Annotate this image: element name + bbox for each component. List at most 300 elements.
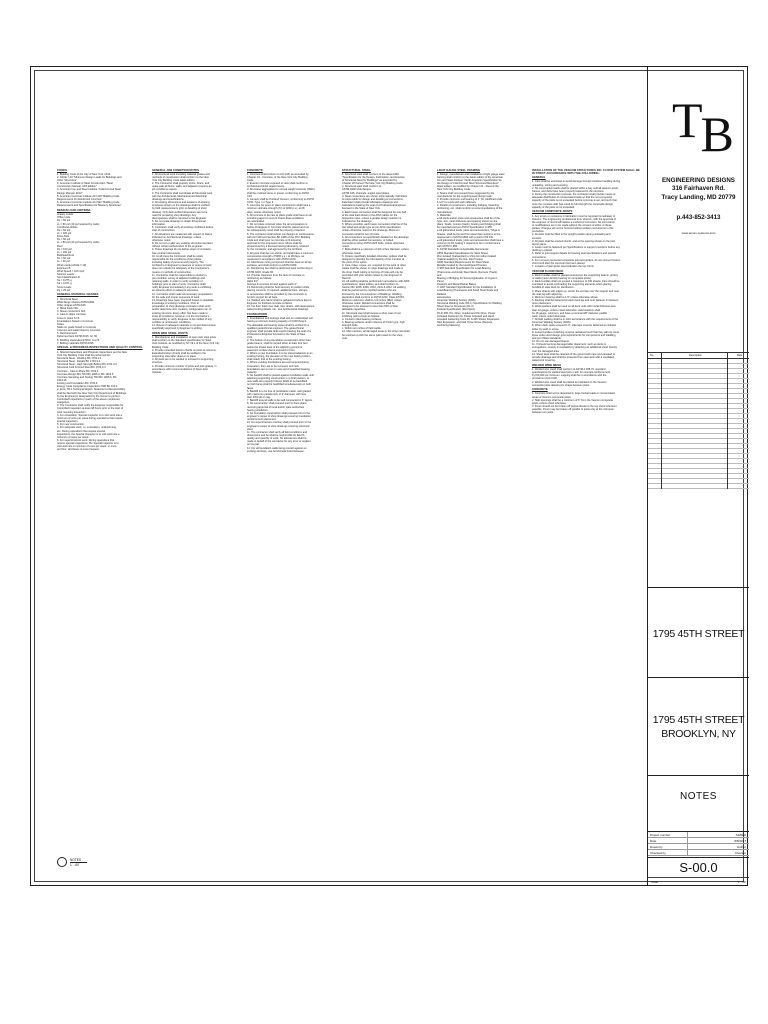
meta-key: Project number xyxy=(648,832,688,837)
note-line: Institute. xyxy=(152,370,162,374)
firm-logo xyxy=(648,67,749,237)
note-line: 13. Drawings have been prepared based on available xyxy=(152,298,214,302)
note-line: accordance with recommendations of Steel Joist xyxy=(152,367,208,371)
note-line: 2. Exterior concrete exposed to view shall conform to xyxy=(247,182,308,186)
note-line: decking is placed. xyxy=(532,249,553,253)
note-line: Controlled Inspection at least 48 hours prior to the start of xyxy=(57,407,124,411)
firm-address: 316 Fairhaven Rd. xyxy=(672,185,725,192)
note-line: 5. Where possible, each beam connection shall be of the xyxy=(342,223,408,227)
note-line: waterproofing details, etc., see Architectural drawings. xyxy=(247,308,309,312)
note-line: capacity. xyxy=(247,370,258,374)
note-line: 1. Manufacturer and installation of open web steel joists xyxy=(152,336,216,340)
note-line: 1. Structural Steel xyxy=(57,297,78,301)
note-line: 7. Backfill around walls to be well compacted in 6" layers. xyxy=(247,399,313,403)
note-line: Zinc-Coated (Galvanized) or Zinc-Iron Alloy-Coated xyxy=(437,254,496,258)
note-line: Building Code. xyxy=(152,345,169,349)
note-line: supporting steel after dead-on is place. xyxy=(152,355,197,359)
note-line: 6. ASTM Standards & Applicable Documents: xyxy=(437,248,490,252)
note-line: be touched up with the same paint used for the shop xyxy=(342,333,403,337)
note-line: or modifications are to be made without the consent of either of these xyxy=(532,224,612,227)
section-heading: DESIGN LOAD CRITERIA xyxy=(57,207,91,212)
note-line: 2. Deck bundles shall not exceed a maximum of 100 sheets. Care should be xyxy=(532,280,620,284)
note-line: licensed by the Commissioner of Buildings. Welding xyxy=(342,292,402,296)
note-line: minimum G-60 coating if required to be in conformance xyxy=(437,242,501,246)
note-line: the engineer of record will advise a method of correction. No corrections xyxy=(532,220,615,224)
note-line: unloading, storing and erecting. xyxy=(532,183,569,187)
note-line: 12. After erection, all damaged areas in the shop coat shall xyxy=(342,330,410,334)
note-line: steel. xyxy=(247,427,254,431)
note-line: Anchoring Masonry) xyxy=(437,324,461,328)
meta-value: 8/8/2017 xyxy=(734,839,746,843)
note-line: an adverse effect on adjacent structures. xyxy=(152,289,199,293)
note-line: parties; changes will not be honored without written concurrence in this xyxy=(532,227,614,231)
note-line: ● All studs and/or joists and accessories shall be of the xyxy=(437,216,500,220)
note-line: receiving approval of local and/or state authorities xyxy=(247,405,305,409)
section-heading: CODES xyxy=(57,167,67,172)
note-line: requirement of ASTM A653 with a yield of 50 KSI. xyxy=(437,235,494,239)
note-line: 7. Location of joist girder steel indicates the top chord. xyxy=(532,265,594,269)
note-line: Office Units xyxy=(57,216,71,220)
note-line: with ASTM C 955. xyxy=(437,245,458,249)
note-line: 4. All existing dimensions and locations of existing xyxy=(152,201,210,205)
note-line: proportioned by a licensed testing laboratory, retained xyxy=(247,245,309,249)
section-heading: INSTALLATION OF THE VESCOM STRUCTURES INC. FLOOR SYSTEM SHALL BE IN STRICT ACCORDANCE WITH THE FOLLOWING: xyxy=(532,167,640,175)
note-line: 5. American Concrete Institute ACI 318 "Building Code xyxy=(57,194,120,198)
note-line: and per OSHA standards. xyxy=(532,336,562,340)
note-line: than 22-gauge, unless noted otherwise; weld washers shall xyxy=(532,308,600,312)
section-heading: STRUCTURAL STEEL xyxy=(342,167,371,172)
note-line: Grout in pipes f'c=5 xyxy=(57,316,80,320)
note-line: 5. Reinforcement xyxy=(57,332,77,336)
note-line: or accessories shall be provided by the contractor to xyxy=(247,292,307,296)
section-heading: VESCOM COMPOSITE JOISTS xyxy=(532,209,573,214)
note-line: connections using ASTM A325 bolts, unless otherwise xyxy=(342,242,405,246)
note-line: Chapter 19 - Concrete, of the New York City Building xyxy=(247,175,308,179)
note-line: faces. xyxy=(247,386,254,390)
note-line: methods of construction shall conform to the New xyxy=(152,175,209,179)
note-line: be manufactured per ASTM Specification C-955. xyxy=(437,226,493,230)
note-line: specifications, latest edition, and shall conform to xyxy=(342,283,399,287)
note-line: York City Building Code shall be performed for: xyxy=(57,353,111,357)
note-line: inspections, the Special Inspector is to visit work site a xyxy=(57,432,120,436)
note-line: 4. American Iron and Steel Institute "Cold-Formed Steel xyxy=(57,188,121,192)
note-line: Energy Code Compliance Inspections TR8 BC 110.3 xyxy=(57,385,118,389)
note-line: plans. Studs, runners (track), bracing and bridging shall xyxy=(437,223,501,227)
note-line: weld, unless noted otherwise. xyxy=(532,314,567,318)
note-line: York. xyxy=(247,336,253,340)
note-line: Wide flange shapes ASTM A992 xyxy=(57,300,95,304)
note-line: ASTM A992 wide flanges, xyxy=(342,188,372,192)
note-line: for the safe and proper sequence of work. xyxy=(152,295,201,299)
note-line: 4. Details of construction, including bridging, fastening, xyxy=(437,204,500,208)
note-line: structures shown on the drawings shall be verified xyxy=(152,204,210,208)
note-line: minimum ultimate strength (f'c) of 4000 p.s.i. at 28 xyxy=(247,207,305,211)
note-line: Minimum weld size shall be 1/4 inches (fillet) unless xyxy=(342,298,402,302)
note-line: chord until after the concrete has been placed. xyxy=(532,261,586,265)
note-line: reinforcement placement. xyxy=(247,418,277,422)
note-line: 9. No foundation construction shall proceed prior to the xyxy=(247,411,311,415)
note-line: 2. ASCE 7-10 "Minimum Design Loads for Buildings and xyxy=(57,175,122,179)
note-line: used for preparing shop drawings. Any xyxy=(152,213,197,217)
project-address-short: 1795 45TH STREET xyxy=(652,628,745,640)
note-line: than 10% silt or clay. xyxy=(247,396,271,400)
note-line: allowable capacities. xyxy=(342,308,366,312)
note-line: Nail, Expansion; and Nail, Drive Screw (Devices, xyxy=(437,321,493,324)
note-line: 7. Do not place concrete when the air temperature is xyxy=(247,223,308,227)
note-line: American Welding Society (AWS). xyxy=(532,321,572,325)
note-line: adjoining supporting construction is in final position, or xyxy=(247,377,310,381)
note-line: visit work site a minimum of once per week, or once xyxy=(57,445,117,449)
note-line: be subsequently cured shall be properly protected. xyxy=(247,229,306,233)
note-line: 10. At all times the Contractor shall be solely xyxy=(152,254,204,258)
note-line: Roof xyxy=(57,244,63,248)
note-line: retaining walls, in order to verify condition of xyxy=(152,279,203,283)
note-line: 6. Contractor shall verify all existing conditions before xyxy=(152,226,214,230)
note-line: 4. Each beam connection shall be designed for one-half xyxy=(342,210,407,214)
note-line: indicated on the drawings. xyxy=(342,220,373,223)
note-line: DL = 60 psf xyxy=(57,228,71,232)
note-line: Requirements and Specification for Masonry Structures" xyxy=(57,204,122,208)
note-line: 5. For new construction: xyxy=(57,423,85,427)
note-line: 2. Metal Deck N/A xyxy=(57,307,78,311)
note-line: loose under wind design gust requirements for components and cladding, xyxy=(532,333,617,337)
section-heading: GENERAL xyxy=(532,175,546,180)
note-line: C33. xyxy=(247,194,253,198)
note-line: between two joists. xyxy=(532,411,554,415)
note-line: 7. Bolting materials ASTM A325 xyxy=(57,341,94,345)
note-line: or walls (never directly bearing on composite joists). xyxy=(532,277,592,280)
note-line: Foundations Noted in Concrete xyxy=(57,319,93,323)
scale-row xyxy=(648,877,749,885)
note-line: Slabs on grade Noted in Concrete xyxy=(57,326,97,329)
note-line: capacity of the joists is not exceeded. xyxy=(532,205,575,209)
note-line: 1. Concrete shall conform to ACI 318, as amended by xyxy=(247,172,309,176)
note-line: otherwise noted. xyxy=(152,238,172,242)
note-line: trades shall be shown on shop drawings and made in xyxy=(342,267,404,271)
note-line: manufacturer for the superimposed design load. xyxy=(437,194,493,198)
note-line: indicated on Architectural drawings, unless xyxy=(152,235,202,239)
note-line: 11. Structural steel shall receive a shop coat of rust xyxy=(342,311,401,315)
note-line: made in behalf of the contractor for any error or neglect xyxy=(247,440,311,444)
note-line: and/or determine size, location, configuration etc. of xyxy=(152,308,212,312)
note-line: 5. Materials: xyxy=(437,213,452,217)
note-line: shall be filed with the New York City Department of Buildings xyxy=(57,391,127,395)
section-heading: SPECIAL & PROGRESS INSPECTIONS AND QUALITY CONTROL xyxy=(57,345,143,350)
note-line: qualified geotechnical engineer. The geotechnical xyxy=(247,326,304,330)
note-line: 3. Steel connections are shown schematically. Fabricator xyxy=(342,194,408,198)
note-line: special inspection. xyxy=(57,420,79,424)
note-line: Exposure B xyxy=(57,266,71,270)
note-line: b. For superstructure work: During operations that xyxy=(57,438,115,442)
revision-col-description: Description xyxy=(662,353,728,358)
note-line: Structural Welding code (D1.1) Specification for Welding xyxy=(437,302,502,306)
note-line: Products and Metal Plaster Bases xyxy=(437,283,477,287)
note-line: waterproof covering. xyxy=(532,359,556,363)
sheet-number: S-00.0 xyxy=(648,857,749,877)
note-line: dimensions and he shall be responsible for field fit, xyxy=(247,433,306,437)
note-line: 12. Sheet deck shall be cleaned off the ground with care and elevated to xyxy=(532,352,616,356)
note-line: erection. xyxy=(532,236,542,240)
note-line: information. xyxy=(152,223,166,227)
note-line: 3. Shear connectors N/A xyxy=(57,310,86,314)
note-line: including safety of persons and property. The xyxy=(152,261,204,265)
note-line: Pg = 25 psf xyxy=(57,288,71,292)
note-line: 3. Where a new foundation is to be placed adjacent to an xyxy=(247,351,313,355)
note-line: Wind Loads (ASCE 7-10) xyxy=(57,263,87,267)
note-line: York City Building Code latest edition. xyxy=(152,178,196,182)
note-line: 1. All structural work including material grades and xyxy=(152,172,210,176)
note-line: otherwise noted. xyxy=(342,251,362,255)
note-line: 10. All welding shall be performed in accordance with AWS xyxy=(342,279,410,283)
note-line: engineer's review of shop drawings covering foundation xyxy=(247,415,311,419)
note-line: adequate distribution of concentrated loads so that the non-composite xyxy=(532,196,613,200)
note-line: inhibiting paint except as follows: xyxy=(342,314,380,318)
note-line: placing concrete. If required, additional bars, stirrups, xyxy=(247,289,308,293)
note-line: Seismic Loads xyxy=(57,273,74,276)
note-line: 2. Form TR-1 Technical Report: Statement of Responsibility xyxy=(57,388,126,392)
note-line: bundles of steel deck for distribution. xyxy=(532,286,575,290)
note-line: 1. Special Inspections and Progress Inspections per the New xyxy=(57,350,127,354)
note-line: the side lap with adjoining. xyxy=(532,292,563,296)
note-line: respective span, unless a greater design reaction is xyxy=(342,216,402,220)
meta-value: Author xyxy=(737,845,746,849)
section-heading: GENERAL JOB CONDITION NOTES xyxy=(152,167,200,172)
note-line: 8. Unless specifically detailed otherwise, splices shall be xyxy=(342,254,407,258)
note-line: Joist Institute, as modified by NY 19.1 of the New York City xyxy=(152,342,220,346)
sheet-title-box xyxy=(648,775,749,819)
note-line: provisions of ACI 318. xyxy=(532,377,558,381)
note-line: 4. Cast-in-place concrete xyxy=(57,313,86,317)
note-line: licensed in the State of New York. xyxy=(342,207,381,211)
tb-logo-icon: TB xyxy=(672,92,732,162)
note-line: start of construction. xyxy=(152,229,176,233)
note-line: 8. Do not cut or alter any existing structural members xyxy=(152,242,213,246)
note-line: Ss = 0.275 g xyxy=(57,279,72,283)
note-line: exercised to avoid overloading the supporting elements when placing xyxy=(532,283,612,287)
note-line: framing shall conform to the latest edition of the American xyxy=(437,175,504,179)
title-block xyxy=(647,67,748,885)
note-line: on both faces shall be backfilled simultaneously on both xyxy=(247,383,312,387)
note-line: Corridors/Lobbies xyxy=(57,225,78,229)
note-line: 3. Pours should not be broken off perpendicular to the top chord wherever xyxy=(532,405,617,409)
note-line: Gravity Loads: xyxy=(57,213,74,217)
firm-website: www.tecom-systems.com xyxy=(681,231,716,235)
note-line: a. Contact milled bearing surfaces. xyxy=(342,317,382,321)
note-line: below the lowest level of the adjoining ground or xyxy=(247,345,303,349)
note-line: excavation, they are to be removed, and new xyxy=(247,364,299,368)
note-line: 1913.10 xyxy=(57,379,67,382)
note-line: below 40 degrees F. Concrete shall be placed and not xyxy=(247,226,309,230)
note-line: over the damaged area. xyxy=(532,349,560,353)
note-line: 12. Provide clearance from the face of concrete to xyxy=(247,273,305,277)
note-line: Structural Cold Formed Steel BC 1704.3.4 xyxy=(57,366,106,370)
note-line: Requirements for Reinforced Concrete" xyxy=(57,197,103,201)
note-line: DL = 60 psf xyxy=(57,219,71,223)
general-notes xyxy=(37,167,641,887)
note-line: shall conform to the Standard specification for Steel xyxy=(152,339,212,343)
note-line: See contract documents. xyxy=(152,251,181,255)
note-line: 5. Decking shall be fastened at each deck lap and over fastener in between xyxy=(532,299,619,303)
note-line: buildings prior to start of work. Contractor shall xyxy=(152,283,206,287)
note-line: connection shall be two (2) bolts. xyxy=(342,232,380,236)
note-line: Footing and Foundation BC 1704.9 xyxy=(57,382,98,386)
note-line: 6. Backfill is to be free of perishable matter, well graded, xyxy=(247,389,312,393)
note-line: "Specification for the Design, Fabrication, and Erection xyxy=(342,175,405,179)
note-line: heavier, shall be formed from steel that conforms to the xyxy=(437,232,501,236)
note-line: Iron and Steel Institute "North American Specification for xyxy=(437,178,502,182)
note-line: 3. American Institute of Steel Construction "Steel xyxy=(57,182,113,186)
note-line: 6. All connections not specifically detailed on the drawings xyxy=(342,235,409,239)
note-line: 8. No construction shall proceed prior to there plans xyxy=(247,402,307,406)
note-line: 8. The contractor shall submit mix designs in conformance xyxy=(247,232,314,236)
note-line: 3. All joists shall be erected plumb, and at the spacing shown on the joist xyxy=(532,239,616,243)
note-line: engineer's review of shop drawings covering structural xyxy=(247,424,310,428)
note-line: Accessories xyxy=(437,295,451,299)
note-line: corrugations, remedy immediately by attaching an additional sheet directly xyxy=(532,346,618,350)
scale-value: 1' - 60' xyxy=(737,880,746,884)
note-line: responsible for the conditions of the jobsite xyxy=(152,257,202,261)
project-address-line2: BROOKLYN, NY xyxy=(661,728,736,740)
firm-phone: p.443-852-3413 xyxy=(676,214,721,221)
section-heading: FOUNDATIONS xyxy=(247,312,268,317)
note-line: Structural Steel - High Strength Bolting BC 1704.3.3 xyxy=(57,363,117,367)
note-line: Code. xyxy=(247,178,254,182)
note-line: Other Structures" xyxy=(57,178,77,182)
note-line: Notes xyxy=(57,322,64,326)
note-line: 6. American Concrete Institute ACI 530 "Building Code xyxy=(57,201,120,205)
note-line: 5. Concrete for pours in place construction shall have a xyxy=(247,204,311,208)
note-line: 5. Refer to joist support details for bearing seat specifications and special xyxy=(532,252,616,256)
note-line: ● All galvanized studs, joists and accessories shall have a xyxy=(437,238,504,242)
note-line: Controlled Inspections in each of the above mentioned xyxy=(57,397,120,401)
note-line: be 16 gauge, minimum, and have a nominal 3/8" diameter puddle xyxy=(532,311,608,315)
note-line: specifications for welded steel wire mesh for concrete reinforcement, xyxy=(532,371,611,375)
note-line: is responsible for design and detailing of connections. xyxy=(342,197,404,201)
note-line: 6. For moment connected composite joist and girders, do not connect bottom xyxy=(532,258,621,262)
note-line: DL = 100 psf xyxy=(57,247,72,251)
note-line: Wind Speed = 100 mph xyxy=(57,269,85,273)
note-line: Concrete - Cast-in-Place BC 1704.4 xyxy=(57,369,99,373)
note-line: 2. Provide extended bottom chords on joists at columns. xyxy=(152,348,217,352)
meta-value: S18000 xyxy=(735,833,746,837)
note-line: slabs 3/4" xyxy=(247,279,259,283)
note-line: 12. Contractor shall make all necessary preparations xyxy=(152,292,213,296)
note-line: having jurisdiction. xyxy=(247,408,269,412)
section-heading: WELDED WIRE MESH xyxy=(532,362,562,367)
note-line: 10. Do not use damaged sheets. xyxy=(532,340,570,344)
note-line: etc. During operations that require special xyxy=(57,429,106,433)
note-line: Columns and walls Noted in Concrete xyxy=(57,329,101,333)
note-line: preparation of shop drawings contractor shall verify xyxy=(152,305,211,309)
note-line: knowledge of existing conditions. Prior to xyxy=(152,302,200,306)
note-line: Engineer for finished concrete surfaces. xyxy=(247,302,293,306)
note-line: LL = 30 psf xyxy=(57,260,70,264)
note-line: Section BC 2208, 2209, 2210, 2211 & 2212. All welding xyxy=(342,286,406,290)
note-line: minimum of once per week during operations that require xyxy=(57,416,123,420)
note-line: ASTM A36, channels, angles steel plates. xyxy=(342,191,390,195)
revision-table xyxy=(648,352,749,492)
note-line: foundations are to rest on new soil of specified bearing xyxy=(247,367,310,371)
note-line: latest edition, as modified by Chapter 22 - Steel of the xyxy=(437,185,499,189)
notes-column xyxy=(532,167,642,415)
note-line: on his part. xyxy=(247,443,260,447)
note-line: furnish support for all bars. xyxy=(247,295,278,299)
note-line: 3. During the construction process, the contractor shall provide means of xyxy=(532,193,616,197)
note-line: specifically approved by Engineer in writing. xyxy=(152,327,203,331)
note-line: days, unless otherwise noted. xyxy=(247,210,282,214)
note-line: possible. Pours may be broken off parallel to joists only at the mid-span xyxy=(532,408,614,412)
note-line: Structural Steel - Details BC 1704.3.2 xyxy=(57,360,101,364)
note-line: manufacturer. xyxy=(437,210,453,214)
note-line: (Transverse and Axial) Steel Studs, Runners (Track), xyxy=(437,270,498,274)
note-line: 4. For excavation, Special Inspector is to visit work site a xyxy=(57,413,123,417)
note-line: 5. Do not scale drawings to obtain dimensional xyxy=(152,220,206,223)
note-line: 6. Welding electrodes E70XX, LH-70 xyxy=(57,338,100,342)
note-line: Snow Loads xyxy=(57,285,72,289)
note-line: with maximum particle size of 3" diameter, with less xyxy=(247,392,307,396)
notes-column xyxy=(247,167,339,453)
note-line: 10. No superstructure erection shall proceed prior to the xyxy=(247,421,312,425)
note-line: ASTM A615, Grade 60. xyxy=(247,270,274,274)
note-line: 4. Where existing foundations are encountered during xyxy=(247,361,309,365)
note-line: DL = 60 psf xyxy=(57,238,71,242)
note-line: 13. Reinforcing shall be held securely in position while xyxy=(247,286,310,290)
note-line: Soil Classification D xyxy=(57,276,80,280)
note-line: 1. Deck bundles shall be placed centered on the supporting beams, girders xyxy=(532,273,619,277)
note-line: 14. Welded wire fabric shall be galvanized where kept to xyxy=(247,298,312,302)
note-line: Professional Engineer licensed in the State of New xyxy=(247,332,306,336)
meta-key: Date xyxy=(648,838,688,843)
section-heading: GENERAL MATERIAL GRADES xyxy=(57,292,99,297)
note-line: 11. The contractor shall verify all field conditions and xyxy=(247,430,308,434)
note-line: grade beams, shall be carried down at least four feet xyxy=(247,342,308,346)
meta-key: Drawn by xyxy=(648,844,688,849)
section-heading: CONCRETE xyxy=(532,387,548,392)
note-line: 8. When deck spans exceed 9'-0", side laps must be fastened at midspan xyxy=(532,324,617,328)
note-line: 4. Cement shall be Portland Cement, conforming to ASTM xyxy=(247,197,314,201)
note-line: Actuated Fasteners for Power Actuated and Hand xyxy=(437,314,495,318)
note-line: existing structure. Every effort has been made to xyxy=(152,311,208,315)
note-line: Actuated Fastening Tools FF-S-325 Shield, Expansion; xyxy=(437,317,500,321)
note-line: 1. Building Code of the City of New York, 2014 xyxy=(57,172,111,176)
note-line: the point of the splice. xyxy=(342,261,368,265)
note-line: c. Within two inches of field welds. xyxy=(342,327,382,331)
meta-key: Checked by xyxy=(648,850,688,855)
note-line: 3. All joists are to be welded or screwed to supporting xyxy=(152,358,214,362)
note-line: Bulkhead Roof xyxy=(57,254,75,258)
note-line: permitted with prior written notice by the Engineer of xyxy=(342,273,402,277)
note-line: 3. Provide minimum end bearing of 1" for cold/fixed ends, xyxy=(437,197,503,201)
note-line: categories. xyxy=(57,401,70,405)
note-line: 3. All coarse aggregates for normal weight concrete (NWC) xyxy=(247,188,315,192)
note-line: two sided web angle type as per AISC specification, xyxy=(342,226,402,230)
note-line: shall be performed by certified welders who are xyxy=(342,289,397,293)
note-line: Structural Steel - Welding BC 1704.3.1 xyxy=(57,356,102,360)
note-line: require special inspections, the Special Inspector is to xyxy=(57,442,119,446)
note-line: 14. Reuse of salvaged materials is not permitted unless xyxy=(152,324,216,328)
note-line: areas of Vescom composite joists. xyxy=(532,395,572,399)
section-heading: OPEN WEB STEEL JOISTS xyxy=(152,330,188,335)
section-heading: LIGHT GAUGE STEEL FRAMING xyxy=(437,167,480,172)
note-line: Concrete Design Mix TR3 BC 1905.3, BC 1913.5 xyxy=(57,372,114,376)
note-line: means or methods of construction. xyxy=(152,270,192,274)
note-line: the Design of Cold Formed Steel Structural Members" xyxy=(437,182,499,186)
note-line: 1. Care shall be exercised to avoid damage through careless handling during xyxy=(532,180,621,184)
note-line: show all conditions; however, it is the Contractor's xyxy=(152,314,210,318)
note-line: having a minimum bearing capacity of 4,000 lb/sq ft. xyxy=(247,320,307,324)
revision-row xyxy=(648,484,749,489)
note-line: 10. Membrane curing compound shall be used on all top xyxy=(247,261,312,265)
